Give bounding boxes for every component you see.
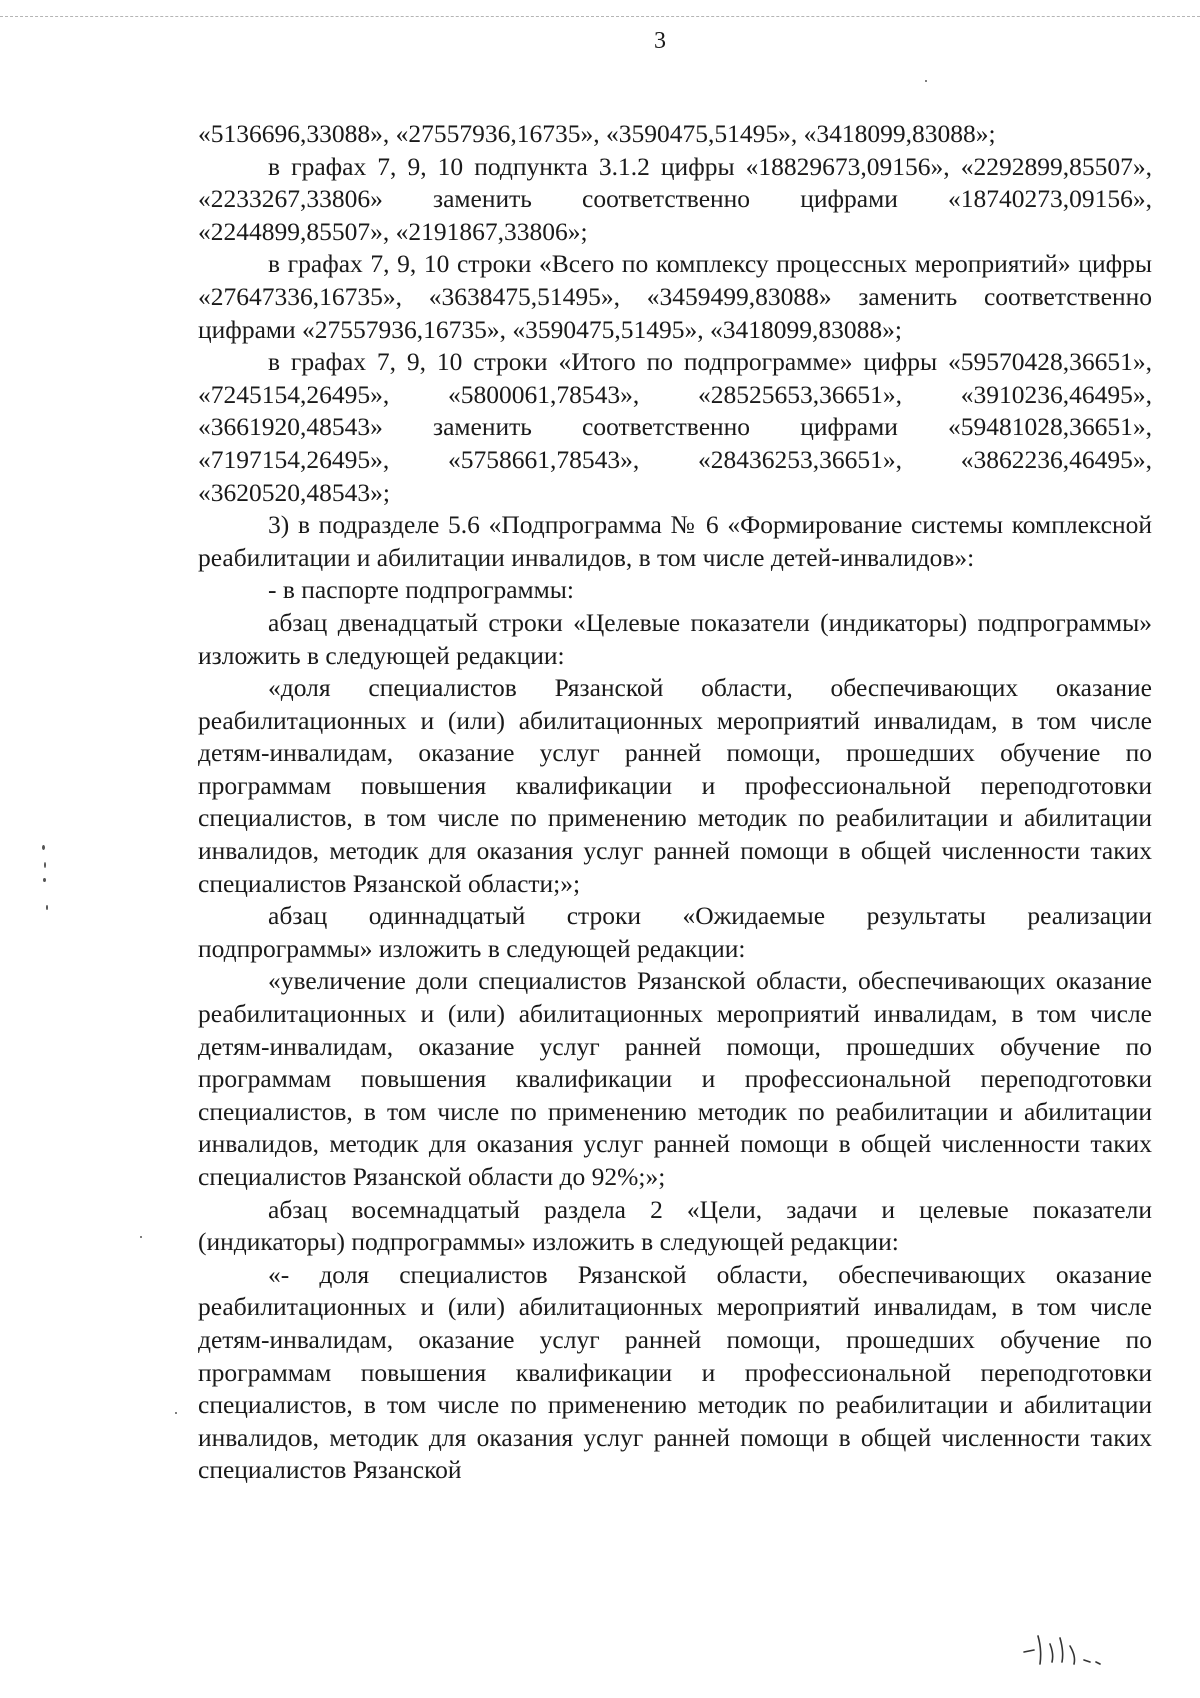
handwritten-initials <box>1020 1630 1130 1670</box>
paragraph-8: «доля специалистов Рязанской области, обеспечивающих оказание реабилитационных и (или) абилитационных мероприятий инвалидам, в том числе детям-инвалидам, оказание услуг ранней помощи, прошедших обучение по программам повышения квалификации и профессиональной переподготовки специалистов, в том числе по применению методик по реабилитации и абилитации инвалидов, методик для оказания услуг ранней помощи в общей численности таких специалистов Рязанской области;»; <box>198 673 1152 898</box>
paragraph-9: абзац одиннадцатый строки «Ожидаемые результаты реализации подпрограммы» изложить в следующей редакции: <box>198 901 1152 963</box>
page-number: 3 <box>654 28 666 54</box>
paragraph-10: «увеличение доли специалистов Рязанской области, обеспечивающих оказание реабилитационных и (или) абилитационных мероприятий инвалидам, в том числе детям-инвалидам, оказание услуг ранней помощи, прошедших обучение по программам повышения квалификации и профессиональной переподготовки специалистов, в том числе по применению методик по реабилитации и абилитации инвалидов, методик для оказания услуг ранней помощи в общей численности таких специалистов Рязанской области до 92%;»; <box>198 966 1152 1191</box>
paragraph-7: абзац двенадцатый строки «Целевые показатели (индикаторы) подпрограммы» изложить в следующей редакции: <box>198 607 1152 670</box>
paragraph-12: «- доля специалистов Рязанской области, обеспечивающих оказание реабилитационных и (или) абилитационных мероприятий инвалидам, в том числе детям-инвалидам, оказание услуг ранней помощи, прошедших обучение по программам повышения квалификации и профессиональной переподготовки специалистов, в том числе по применению методик по реабилитации и абилитации инвалидов, методик для оказания услуг ранней помощи в общей численности таких специалистов Рязанской <box>198 1259 1152 1485</box>
paragraph-1: «5136696,33088», «27557936,16735», «3590475,51495», «3418099,83088»; <box>198 119 996 148</box>
paragraph-2: в графах 7, 9, 10 подпункта 3.1.2 цифры «18829673,09156», «2292899,85507», «2233267,33806» заменить соответственно цифрами «18740273,09156», «2244899,85507», «2191867,33806»; <box>198 151 1152 246</box>
paragraph-5: 3) в подразделе 5.6 «Подпрограмма № 6 «Формирование системы комплексной реабилитации и абилитации инвалидов, в том числе детей-инвалидов»: <box>198 510 1152 572</box>
paragraph-11: абзац восемнадцатый раздела 2 «Цели, задачи и целевые показатели (индикаторы) подпрограммы» изложить в следующей редакции: <box>198 1194 1152 1257</box>
scan-top-border <box>0 16 1200 17</box>
paragraph-6: - в паспорте подпрограммы: <box>268 575 575 605</box>
paragraph-4: в графах 7, 9, 10 строки «Итого по подпрограмме» цифры «59570428,36651», «7245154,26495», «5800061,78543», «28525653,36651», «3910236,46495», «3661920,48543» заменить соответственно цифрами «59481028,36651», «7197154,26495», «5758661,78543», «28436253,36651», «3862236,46495», «3620520,48543»; <box>198 347 1152 507</box>
paragraph-3: в графах 7, 9, 10 строки «Всего по комплексу процессных мероприятий» цифры «27647336,16735», «3638475,51495», «3459499,83088» заменить соответственно цифрами «27557936,16735», «3590475,51495», «3418099,83088»; <box>198 249 1152 344</box>
document-body <box>198 118 1152 1487</box>
